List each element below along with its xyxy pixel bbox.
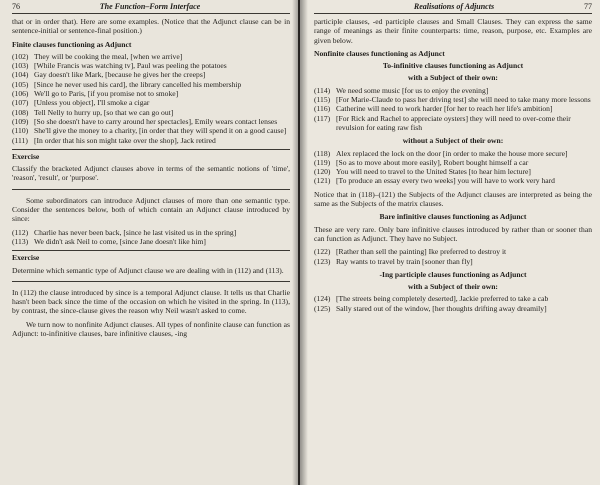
example-text: [The streets being completely deserted], Jackie preferred to take a cab: [336, 294, 549, 304]
example-text: Tell Nelly to hurry up, [so that we can go out]: [34, 107, 174, 117]
left-running-header: [12, 2, 290, 12]
example-item: [12, 126, 290, 135]
example-item: [314, 294, 592, 303]
examples-102-111: [12, 52, 290, 145]
left-intro-paragraph: that or in order that). Here are some examples. (Notice that the Adjunct clause can be in sentence-initial or sentence-final position.): [12, 17, 290, 36]
example-item: [12, 61, 290, 70]
exercise-box-1: [12, 149, 290, 190]
example-item: [314, 304, 592, 313]
example-text: Catherine will need to work harder [for her to reach her life's ambition]: [336, 104, 553, 114]
example-number: (123): [314, 256, 331, 266]
example-item: [314, 176, 592, 185]
exercise-box-2: [12, 250, 290, 282]
example-number: (118): [314, 148, 331, 158]
example-item: [12, 117, 290, 126]
exercise-heading: Exercise: [12, 151, 40, 161]
temporal-clause-paragraph: In (112) the clause introduced by since is a temporal Adjunct clause. It tells us that Charlie hasn't been back since the time of the occasion on which he visited in the spring. In (113), by contrast, the since-clause gives the reason why Neil wasn't asked to come.: [12, 287, 290, 316]
left-page-number: 76: [12, 2, 20, 11]
example-text: [In order that his son might take over the shop], Jack retired: [34, 135, 216, 145]
example-number: (117): [314, 113, 331, 123]
example-item: [314, 158, 592, 167]
nonfinite-intro-paragraph: We turn now to nonfinite Adjunct clauses. All types of nonfinite clause can function as Adjunct: to-infinitive clauses, bare infinitive clauses, -ing: [12, 319, 290, 339]
example-item: [314, 95, 592, 104]
example-number: (121): [314, 176, 331, 186]
bare-infinitive-paragraph: These are very rare. Only bare infinitive clauses introduced by rather than or sooner than can function as Adjunct. They have no Subject.: [314, 224, 592, 243]
left-page: [0, 0, 298, 485]
since-paragraph: Some subordinators can introduce Adjunct clauses of more than one semantic type. Consider the sentences below, both of which contain an Adjunct clause introduced by since:: [12, 195, 290, 224]
example-text: We didn't ask Neil to come, [since Jane doesn't like him]: [34, 236, 206, 246]
example-number: (110): [12, 126, 29, 136]
example-number: (109): [12, 116, 29, 126]
example-text: [For Marie-Claude to pass her driving test] she will need to take many more lessons: [336, 95, 591, 105]
example-item: [314, 167, 592, 176]
nonfinite-clauses-heading: Nonfinite clauses functioning as Adjunct: [314, 48, 445, 58]
example-text: [To produce an essay every two weeks] you will have to work very hard: [336, 176, 555, 186]
example-text: [Since he never used his card], the library cancelled his membership: [34, 79, 242, 89]
example-text: Charlie has never been back, [since he last visited us in the spring]: [34, 227, 237, 237]
example-number: (112): [12, 227, 29, 237]
example-number: (105): [12, 79, 29, 89]
example-text: She'll give the money to a charity, [in order that they will spend it on a good cause]: [34, 126, 287, 136]
right-page: [300, 0, 600, 485]
example-number: (122): [314, 247, 331, 257]
example-text: Alex replaced the lock on the door [in order to make the house more secure]: [336, 148, 568, 158]
example-item: [12, 228, 290, 237]
examples-112-113: [12, 228, 290, 247]
header-rule: [12, 13, 290, 14]
examples-114-117: [314, 86, 592, 132]
bare-infinitive-subheading: Bare infinitive clauses functioning as Adjunct: [379, 212, 527, 222]
example-number: (113): [12, 236, 29, 246]
example-number: (119): [314, 157, 331, 167]
example-number: (111): [12, 135, 28, 145]
example-number: (116): [314, 104, 331, 114]
example-item: [12, 70, 290, 79]
to-infinitive-subheading: To-infinitive clauses functioning as Adjunct: [382, 61, 524, 71]
finite-clauses-heading: Finite clauses functioning as Adjunct: [12, 39, 132, 49]
example-text: [For Rick and Rachel to appreciate oysters] they will need to over-come their revulsion for eating raw fish: [336, 113, 571, 132]
exercise-text: Classify the bracketed Adjunct clauses above in terms of the semantic notions of 'time', 'reason', 'result', or 'purpose'.: [12, 164, 290, 183]
example-text: They will be cooking the meal, [when we arrive]: [34, 51, 183, 61]
right-running-head-title: Realisations of Adjuncts: [413, 2, 495, 11]
example-number: (125): [314, 303, 331, 313]
without-subject-subheading: without a Subject of their own:: [402, 136, 504, 146]
example-item: [314, 247, 592, 256]
example-item: [12, 89, 290, 98]
example-text: Sally stared out of the window, [her thoughts drifting away dreamily]: [336, 303, 547, 313]
example-item: [12, 80, 290, 89]
example-text: [Rather than sell the painting] Ike preferred to destroy it: [336, 247, 507, 257]
examples-122-123: [314, 247, 592, 266]
example-item: [12, 108, 290, 117]
example-number: (104): [12, 70, 29, 80]
example-item: [314, 114, 592, 133]
right-intro-paragraph: participle clauses, -ed participle clauses and Small Clauses. They can express the same range of meanings as their finite counterparts: time, reason, purpose, etc. Examples are given below.: [314, 17, 592, 45]
with-subject-subheading: with a Subject of their own:: [408, 73, 498, 83]
example-text: We need some music [for us to enjoy the evening]: [336, 85, 489, 95]
example-number: (102): [12, 51, 29, 61]
example-number: (124): [314, 294, 331, 304]
subjects-note-paragraph: Notice that in (118)–(121) the Subjects of the Adjunct clauses are interpreted as being the same as the Subjects of the matrix clauses.: [314, 189, 592, 209]
example-text: [So she doesn't have to carry around her spectacles], Emily wears contact lenses: [34, 116, 278, 126]
example-text: Gay doesn't like Mark, [because he gives her the creeps]: [34, 70, 206, 80]
example-text: [Unless you object], I'll smoke a cigar: [34, 98, 150, 108]
example-item: [12, 52, 290, 61]
example-number: (103): [12, 61, 29, 71]
exercise-text: Determine which semantic type of Adjunct clause we are dealing with in (112) and (113).: [12, 265, 284, 275]
left-running-head-title: The Function–Form Interface: [99, 2, 201, 11]
example-number: (114): [314, 85, 331, 95]
exercise-heading: Exercise: [12, 253, 40, 263]
example-number: (106): [12, 89, 29, 99]
example-item: [12, 98, 290, 107]
example-text: Ray wants to travel by train [sooner than fly]: [336, 256, 473, 266]
example-item: [314, 257, 592, 266]
example-item: [314, 86, 592, 95]
right-running-header: [314, 2, 592, 12]
with-subject-subheading: with a Subject of their own:: [408, 282, 498, 292]
example-text: [So as to move about more easily], Robert bought himself a car: [336, 157, 529, 167]
example-item: [314, 104, 592, 113]
ing-participle-subheading: -Ing participle clauses functioning as Adjunct: [379, 269, 527, 279]
example-number: (120): [314, 167, 331, 177]
example-text: You will need to travel to the United States [to hear him lecture]: [336, 167, 531, 177]
example-number: (107): [12, 98, 29, 108]
example-text: We'll go to Paris, [if you promise not to smoke]: [34, 89, 179, 99]
example-text: [While Francis was watching tv], Paul was peeling the potatoes: [34, 61, 227, 71]
example-number: (115): [314, 95, 331, 105]
book-gutter: [292, 0, 308, 485]
examples-118-121: [314, 149, 592, 186]
example-item: [12, 237, 290, 246]
example-number: (108): [12, 107, 29, 117]
example-item: [12, 136, 290, 145]
header-rule: [314, 13, 592, 14]
right-page-number: 77: [583, 2, 592, 11]
example-item: [314, 149, 592, 158]
examples-124-125: [314, 294, 592, 313]
